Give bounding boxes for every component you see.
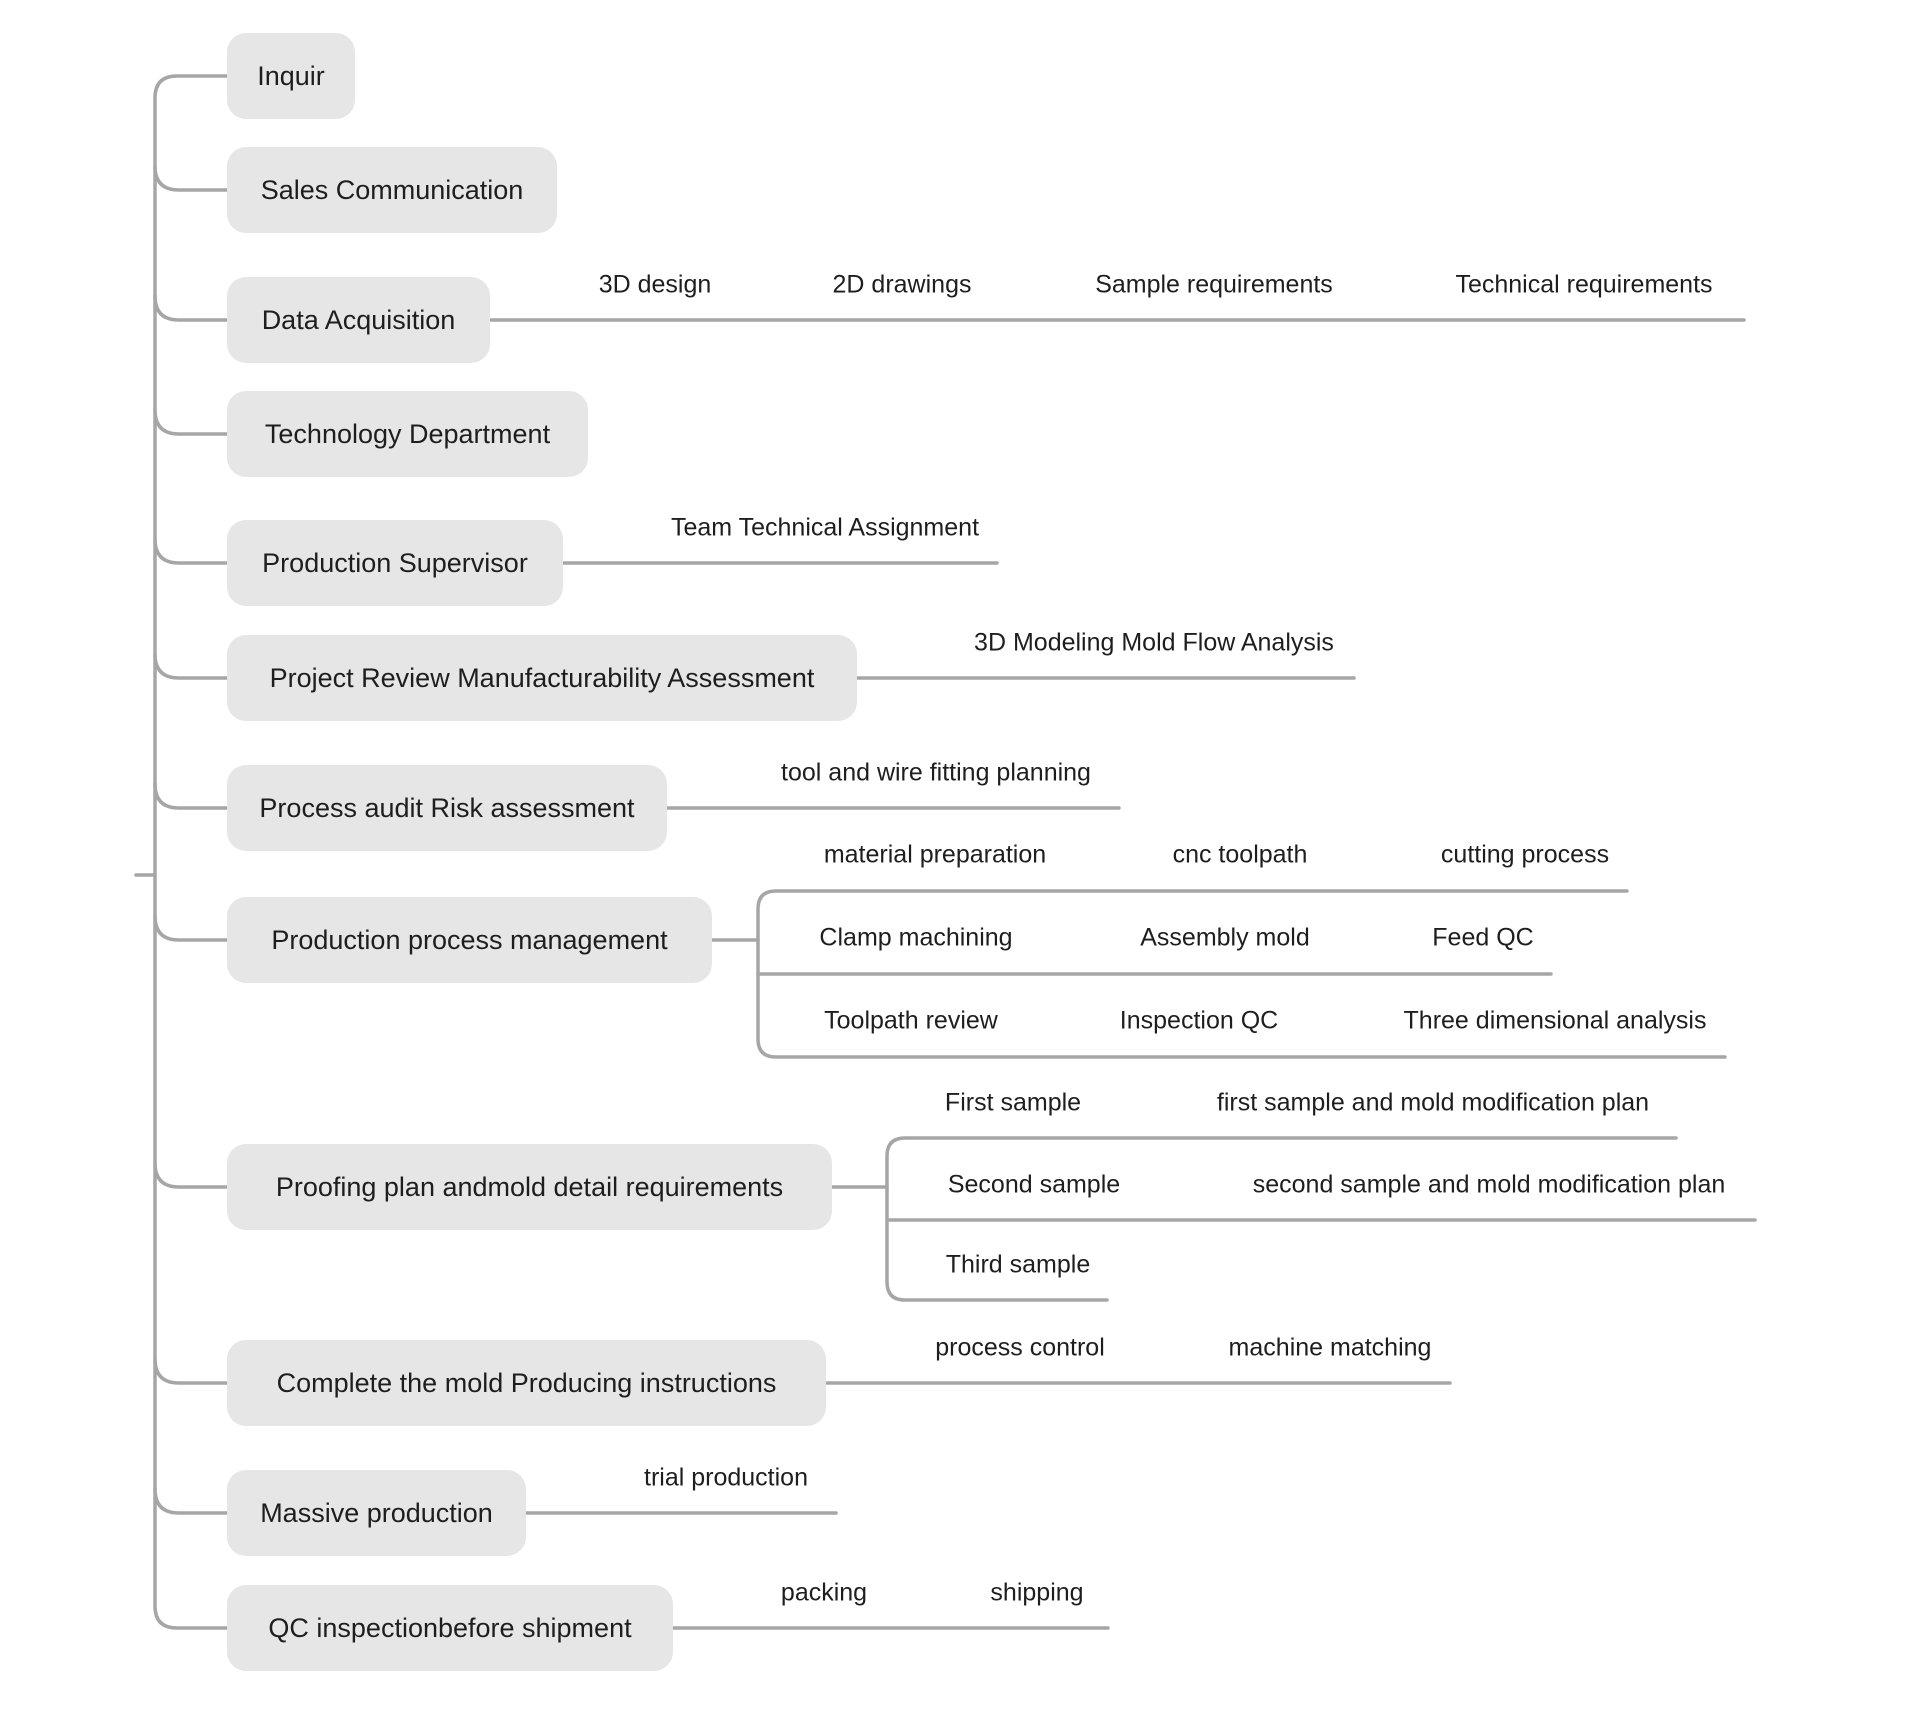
node-qc-inspection[interactable] — [227, 1585, 673, 1671]
branch-line-proofing — [155, 1163, 227, 1187]
branch-line-massive-production — [155, 1489, 227, 1513]
node-process-audit[interactable] — [227, 765, 667, 851]
node-label: Project Review Manufacturability Assessment — [269, 662, 815, 693]
node-label: Production process management — [271, 924, 668, 955]
node-label: Technology Department — [264, 418, 551, 449]
label-3d-design[interactable]: 3D design — [598, 270, 712, 299]
label-first-sample[interactable]: First sample — [944, 1088, 1082, 1117]
node-production-supervisor[interactable] — [227, 520, 563, 606]
branch-line-technology — [155, 410, 227, 434]
label-second-sample[interactable]: Second sample — [947, 1170, 1121, 1199]
label-machine-matching[interactable]: machine matching — [1228, 1333, 1432, 1362]
node-sales-communication[interactable] — [227, 147, 557, 233]
label-inspection-qc[interactable]: Inspection QC — [1119, 1006, 1279, 1035]
label-toolpath-review[interactable]: Toolpath review — [824, 1006, 998, 1035]
branch-line-project-review — [155, 654, 227, 678]
node-label: Production Supervisor — [262, 547, 528, 578]
branch-line-complete-mold — [155, 1359, 227, 1383]
node-label: Sales Communication — [260, 174, 524, 205]
node-label: QC inspectionbefore shipment — [268, 1612, 632, 1643]
node-label: Inquir — [257, 60, 325, 91]
label-packing[interactable]: packing — [780, 1578, 868, 1607]
label-feed-qc[interactable]: Feed QC — [1432, 923, 1534, 952]
branch-line-sales — [155, 166, 227, 190]
label-3d-modeling-mold-flow-analysis[interactable]: 3D Modeling Mold Flow Analysis — [974, 628, 1334, 657]
node-inquir[interactable] — [227, 33, 355, 119]
trunk-line — [155, 76, 227, 1628]
node-label: Proofing plan andmold detail requirements — [275, 1171, 784, 1202]
label-2d-drawings[interactable]: 2D drawings — [832, 270, 972, 299]
label-tool-and-wire-fitting-planning[interactable]: tool and wire fitting planning — [781, 758, 1091, 787]
label-sample-requirements[interactable]: Sample requirements — [1095, 270, 1333, 299]
label-material-preparation[interactable]: material preparation — [823, 840, 1047, 869]
label-assembly-mold[interactable]: Assembly mold — [1140, 923, 1310, 952]
node-label: Complete the mold Producing instructions — [276, 1367, 777, 1398]
node-data-acquisition[interactable] — [227, 277, 490, 363]
label-process-control[interactable]: process control — [935, 1333, 1105, 1362]
node-production-process-management[interactable] — [227, 897, 712, 983]
node-proofing-plan[interactable] — [227, 1144, 832, 1230]
node-label: Massive production — [260, 1497, 493, 1528]
node-technology-department[interactable] — [227, 391, 588, 477]
node-label: Process audit Risk assessment — [259, 792, 635, 823]
node-project-review[interactable] — [227, 635, 857, 721]
label-shipping[interactable]: shipping — [990, 1578, 1084, 1607]
branch-line-process-audit — [155, 784, 227, 808]
label-cnc-toolpath[interactable]: cnc toolpath — [1172, 840, 1308, 869]
label-technical-requirements[interactable]: Technical requirements — [1455, 270, 1713, 299]
branch-line-supervisor — [155, 539, 227, 563]
label-second-sample-plan[interactable]: second sample and mold modification plan — [1252, 1170, 1726, 1199]
label-trial-production[interactable]: trial production — [644, 1463, 808, 1492]
branch-line-production-process — [155, 916, 227, 940]
node-massive-production[interactable] — [227, 1470, 526, 1556]
branch-line-data-acquisition — [155, 296, 227, 320]
label-three-dimensional-analysis[interactable]: Three dimensional analysis — [1403, 1006, 1707, 1035]
label-first-sample-plan[interactable]: first sample and mold modification plan — [1216, 1088, 1650, 1117]
node-complete-the-mold[interactable] — [227, 1340, 826, 1426]
label-team-technical-assignment[interactable]: Team Technical Assignment — [670, 513, 980, 542]
label-third-sample[interactable]: Third sample — [945, 1250, 1091, 1279]
node-label: Data Acquisition — [261, 304, 456, 335]
label-cutting-process[interactable]: cutting process — [1440, 840, 1610, 869]
label-clamp-machining[interactable]: Clamp machining — [819, 923, 1013, 952]
